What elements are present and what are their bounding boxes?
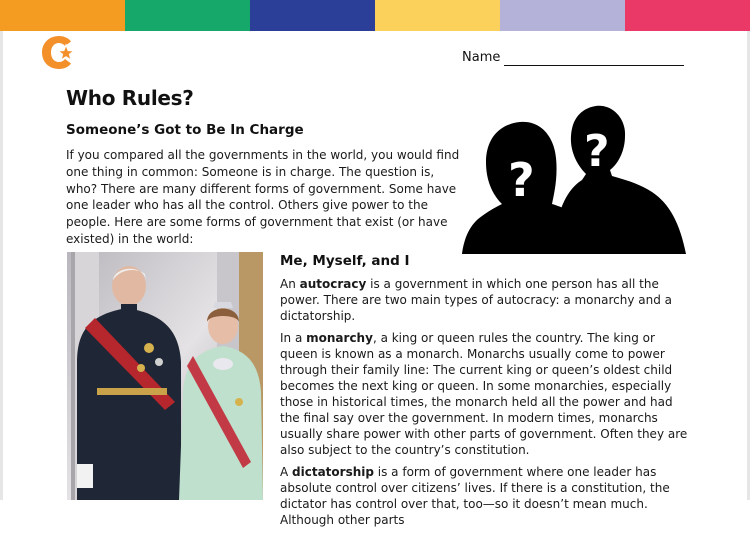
- text-run: is a form of government where one leader has absolute control over citizens’ lives. If there is a constitution, the dictator has control over that, too—so it doesn’t mean much. Although other parts: [280, 465, 670, 527]
- paragraph-monarchy: [280, 330, 690, 458]
- stripe-orange: [0, 0, 125, 31]
- name-field-label: Name: [462, 50, 501, 65]
- page-title: Who Rules?: [66, 86, 194, 110]
- king-and-queen-portrait-photo: [67, 252, 263, 500]
- paragraph-autocracy: [280, 276, 690, 324]
- text-run: A: [280, 465, 293, 479]
- section-body: [280, 276, 690, 534]
- text-run: is a government in which one person has all the power. There are two main types of autocracy: a monarchy and a dictatorship.: [280, 277, 673, 323]
- page-edge-left: [0, 31, 3, 500]
- svg-text:?: ?: [508, 153, 535, 207]
- intro-paragraph: If you compared all the governments in the world, you would find one thing in common: Someone is in charge. The question is, who? There are many different forms of government. Some have one leader who has all the control. Others give power to the people. Here are some forms of government that exist (or have existed) in the world:: [66, 148, 460, 246]
- text-run: An: [280, 277, 300, 291]
- svg-text:?: ?: [584, 126, 610, 177]
- stripe-pink: [625, 0, 750, 31]
- section-title: Me, Myself, and I: [280, 253, 410, 269]
- color-stripe-header: [0, 0, 750, 31]
- page-subtitle: Someone’s Got to Be In Charge: [66, 122, 304, 138]
- stripe-lavender: [500, 0, 625, 31]
- term-monarchy: monarchy: [306, 331, 373, 345]
- paragraph-dictatorship: [280, 464, 690, 528]
- stripe-yellow: [375, 0, 500, 31]
- text-run: , a king or queen rules the country. The king or queen is known as a monarch. Monarchs usually come to power through their family line: The current king or queen’s oldest child becomes the next king or queen. In some monarchies, especially those in historical times, the monarch held all the power and had the final say over the government. In modern times, monarchs usually share power with other parts of government. Often they are also subject to the country’s constitution.: [280, 331, 688, 457]
- text-run: In a: [280, 331, 307, 345]
- term-autocracy: autocracy: [299, 277, 367, 291]
- term-dictatorship: dictatorship: [292, 465, 374, 479]
- name-field-line[interactable]: [504, 65, 684, 66]
- stripe-blue: [250, 0, 375, 31]
- stripe-green: [125, 0, 250, 31]
- mystery-leaders-silhouette-icon: [462, 100, 688, 254]
- civics-star-logo-icon: [40, 32, 78, 72]
